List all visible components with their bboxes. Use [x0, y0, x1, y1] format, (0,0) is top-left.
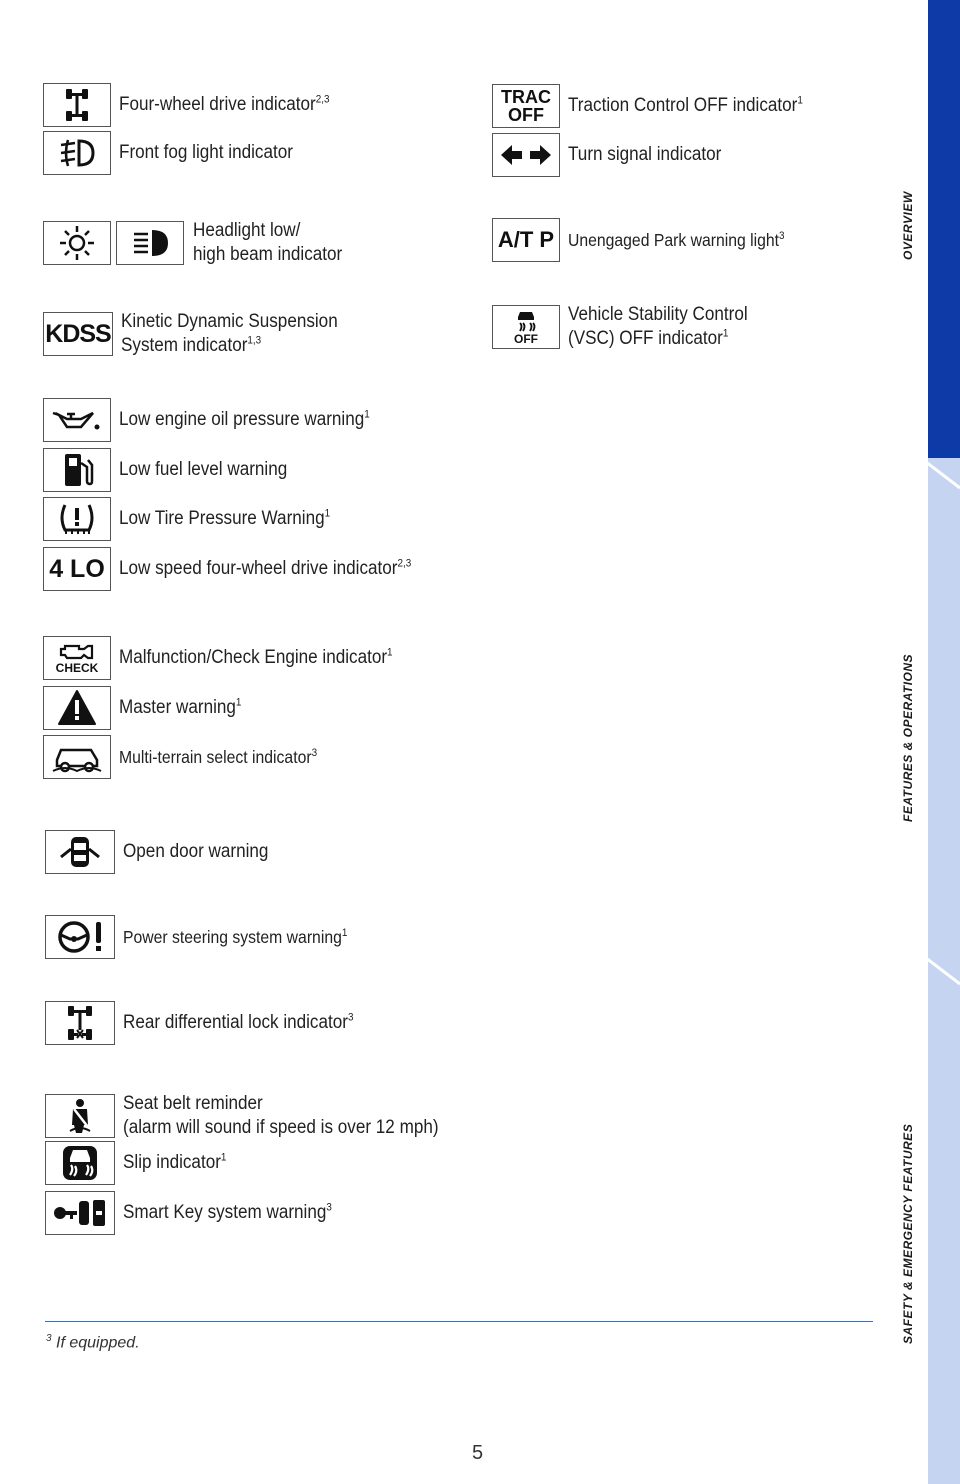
footnote-divider — [45, 1321, 873, 1322]
oil-can-icon — [43, 398, 111, 442]
rear-diff-item — [45, 1001, 379, 1045]
side-tab-dividers — [926, 0, 960, 1484]
footnote-text: If equipped. — [51, 1334, 140, 1352]
turn-signal-item — [492, 133, 738, 177]
trac-off-icon-line1: TRAC — [501, 87, 551, 107]
multi-terrain-label: Multi-terrain select indicator — [119, 747, 312, 767]
check-engine-icon-text: CHECK — [55, 661, 99, 675]
kdss-item — [43, 310, 362, 358]
seat-belt-label-line1: Seat belt reminder — [123, 1093, 263, 1114]
multi-terrain-icon — [43, 735, 111, 779]
vsc-off-item — [492, 303, 768, 351]
smart-key-icon — [45, 1191, 115, 1235]
footnote-ref: 1,3 — [247, 334, 262, 347]
kdss-label-line1: Kinetic Dynamic Suspension — [121, 311, 338, 332]
open-door-label: Open door warning — [123, 841, 269, 862]
slip-item — [45, 1141, 238, 1185]
fuel-pump-icon — [43, 448, 111, 492]
rear-diff-lock-icon — [45, 1001, 115, 1045]
check-engine-label: Malfunction/Check Engine indicator — [119, 647, 388, 668]
side-tab-safety[interactable]: SAFETY & EMERGENCY FEATURES — [901, 1123, 915, 1344]
master-warning-item — [43, 686, 255, 730]
footnote-ref: 3 — [326, 1201, 332, 1214]
smart-key-item — [45, 1191, 355, 1235]
footnote-ref: 1 — [364, 408, 370, 421]
four-wheel-drive-item — [43, 83, 353, 127]
slip-icon — [45, 1141, 115, 1185]
power-steering-item — [45, 915, 372, 959]
side-tab-overview[interactable]: OVERVIEW — [901, 191, 915, 260]
footnote-number: 3 — [46, 1333, 52, 1344]
footnote-ref: 3 — [347, 1011, 354, 1024]
high-beam-icon — [116, 221, 184, 265]
tire-pressure-icon — [43, 497, 111, 541]
trac-off-item — [492, 84, 829, 128]
four-wheel-drive-icon — [43, 83, 111, 127]
four-wheel-drive-label: Four-wheel drive indicator — [119, 94, 316, 115]
fuel-item — [43, 448, 306, 492]
open-door-icon — [45, 830, 115, 874]
page-number: 5 — [472, 1442, 484, 1464]
front-fog-light-icon — [43, 131, 111, 175]
footnote-ref: 1 — [220, 1151, 227, 1164]
four-lo-icon — [43, 547, 111, 591]
footnote-ref: 2,3 — [315, 93, 330, 106]
warning-triangle-icon — [43, 686, 111, 730]
rear-diff-label: Rear differential lock indicator — [123, 1012, 348, 1033]
four-lo-label: Low speed four-wheel drive indicator — [119, 558, 398, 579]
vsc-off-label-line1: Vehicle Stability Control — [568, 304, 748, 325]
master-warning-label: Master warning — [119, 697, 236, 718]
trac-off-label: Traction Control OFF indicator — [568, 95, 798, 116]
oil-pressure-label: Low engine oil pressure warning — [119, 409, 365, 430]
smart-key-label: Smart Key system warning — [123, 1202, 327, 1223]
seat-belt-label-line2: (alarm will sound if speed is over 12 mph) — [123, 1117, 439, 1138]
headlight-low-icon — [43, 221, 111, 265]
front-fog-label: Front fog light indicator — [119, 142, 293, 163]
steering-wheel-warning-icon — [45, 915, 115, 959]
kdss-label-line2: System indicator — [121, 335, 248, 356]
footnote-ref: 1 — [387, 646, 393, 659]
multi-terrain-item — [43, 735, 339, 779]
headlight-label-line2: high beam indicator — [193, 244, 343, 265]
turn-signal-label: Turn signal indicator — [568, 144, 722, 165]
front-fog-item — [43, 131, 312, 175]
four-lo-item — [43, 547, 444, 591]
atp-icon-text: A/T P — [497, 227, 555, 252]
headlight-label-line1: Headlight low/ — [193, 220, 301, 241]
footnote-ref: 1 — [324, 507, 331, 520]
footnote-ref: 1 — [235, 696, 242, 709]
four-lo-icon-text: 4 LO — [49, 554, 105, 583]
side-tab-features[interactable]: FEATURES & OPERATIONS — [901, 653, 915, 822]
trac-off-icon — [492, 84, 560, 128]
seat-belt-item — [45, 1092, 474, 1140]
vsc-off-label-line2: (VSC) OFF indicator — [568, 328, 723, 349]
footnote-ref: 1 — [722, 327, 729, 340]
atp-icon — [492, 218, 560, 262]
vsc-off-icon-text: OFF — [514, 332, 538, 346]
trac-off-icon-line2: OFF — [508, 105, 544, 125]
power-steering-label: Power steering system warning — [123, 927, 342, 947]
turn-signal-arrows-icon — [492, 133, 560, 177]
seat-belt-icon — [45, 1094, 115, 1138]
oil-pressure-item — [43, 398, 398, 442]
tire-pressure-label: Low Tire Pressure Warning — [119, 508, 325, 529]
vsc-off-icon — [492, 305, 560, 349]
footnote — [46, 1333, 140, 1352]
fuel-label: Low fuel level warning — [119, 459, 288, 480]
check-engine-icon — [43, 636, 111, 680]
kdss-icon-text: KDSS — [45, 319, 111, 348]
footnote-ref: 2,3 — [397, 557, 412, 570]
atp-item — [492, 218, 809, 262]
footnote-ref: 3 — [779, 230, 785, 243]
open-door-item — [45, 830, 285, 874]
atp-label: Unengaged Park warning light — [568, 230, 780, 250]
footnote-ref: 1 — [797, 94, 803, 107]
headlight-item — [43, 219, 359, 267]
footnote-ref: 1 — [341, 927, 348, 940]
tire-pressure-item — [43, 497, 354, 541]
kdss-icon — [43, 312, 113, 356]
slip-label: Slip indicator — [123, 1152, 221, 1173]
check-engine-item — [43, 636, 423, 680]
footnote-ref: 3 — [311, 747, 318, 760]
